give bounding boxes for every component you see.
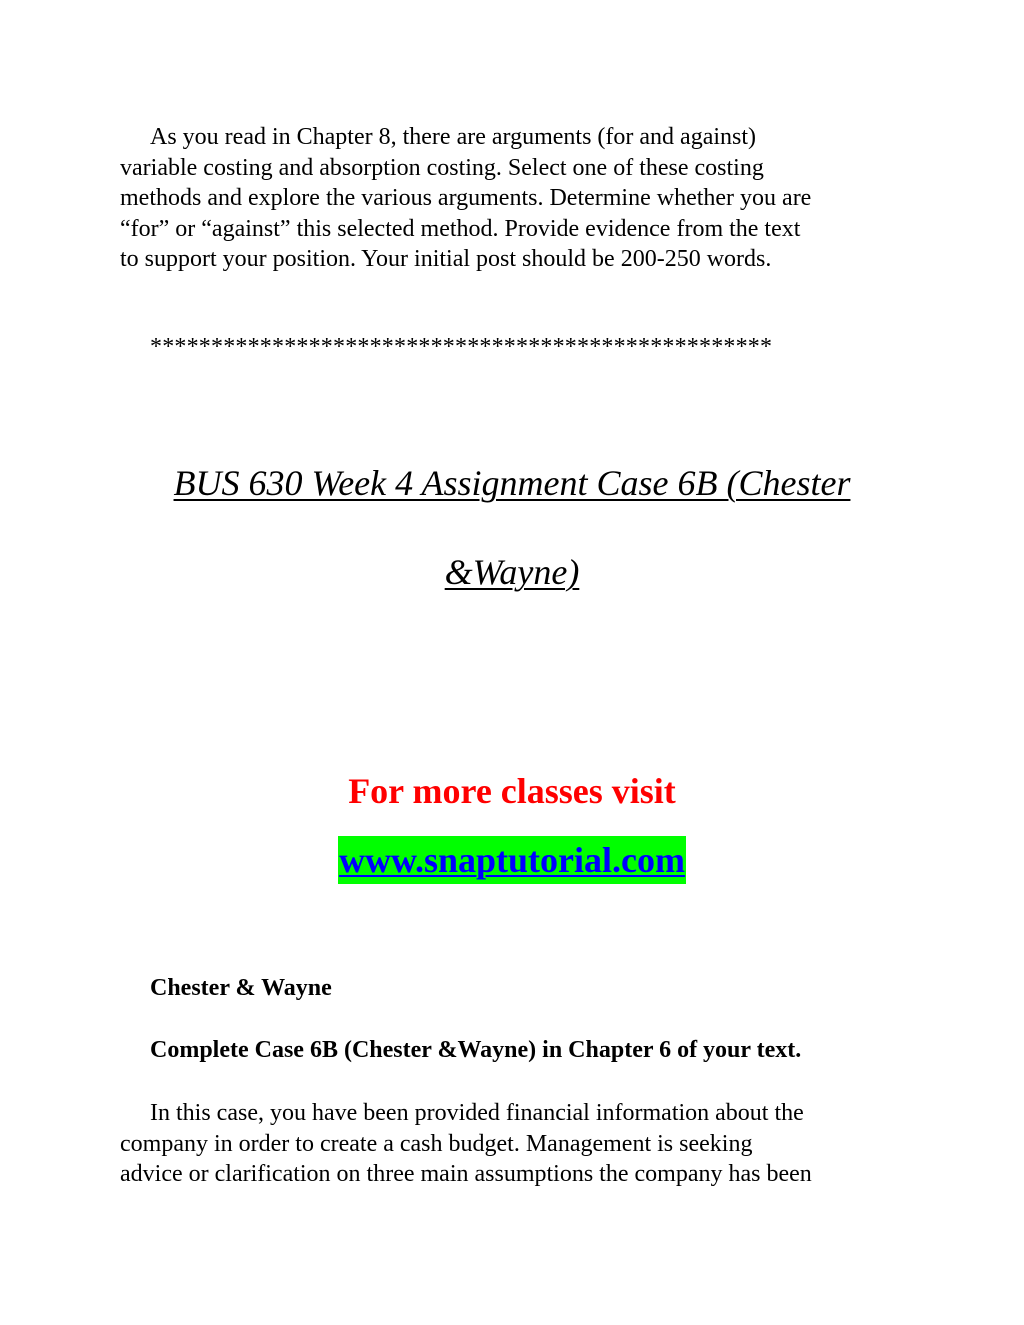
- case-line: advice or clarification on three main assumptions the company has been: [120, 1161, 812, 1187]
- intro-line: to support your position. Your initial post should be 200-250 words.: [120, 246, 772, 272]
- promo-link-container: [0, 836, 1024, 884]
- course-title-text: BUS 630 Week 4 Assignment Case 6B (Chester: [173, 463, 851, 503]
- course-title-text: &Wayne): [444, 552, 580, 592]
- course-title-line-2: [0, 551, 1024, 593]
- asterisk-separator: ***************************************************: [150, 334, 773, 360]
- intro-paragraph: [120, 122, 910, 275]
- intro-line: methods and explore the various arguments. Determine whether you are: [120, 185, 812, 211]
- case-paragraph: [120, 1098, 910, 1190]
- case-line: In this case, you have been provided financial information about the: [150, 1100, 804, 1126]
- task-heading: Complete Case 6B (Chester &Wayne) in Chapter 6 of your text.: [150, 1037, 802, 1063]
- case-line: company in order to create a cash budget. Management is seeking: [120, 1130, 753, 1157]
- intro-line: As you read in Chapter 8, there are arguments (for and against): [150, 124, 757, 150]
- course-title-line-1: [0, 462, 1024, 504]
- intro-line: “for” or “against” this selected method. Provide evidence from the text: [120, 215, 801, 242]
- snaptutorial-link[interactable]: www.snaptutorial.com: [338, 836, 686, 884]
- company-heading: Chester & Wayne: [150, 975, 332, 1001]
- promo-heading: For more classes visit: [348, 771, 676, 811]
- intro-line: variable costing and absorption costing. Select one of these costing: [120, 154, 764, 181]
